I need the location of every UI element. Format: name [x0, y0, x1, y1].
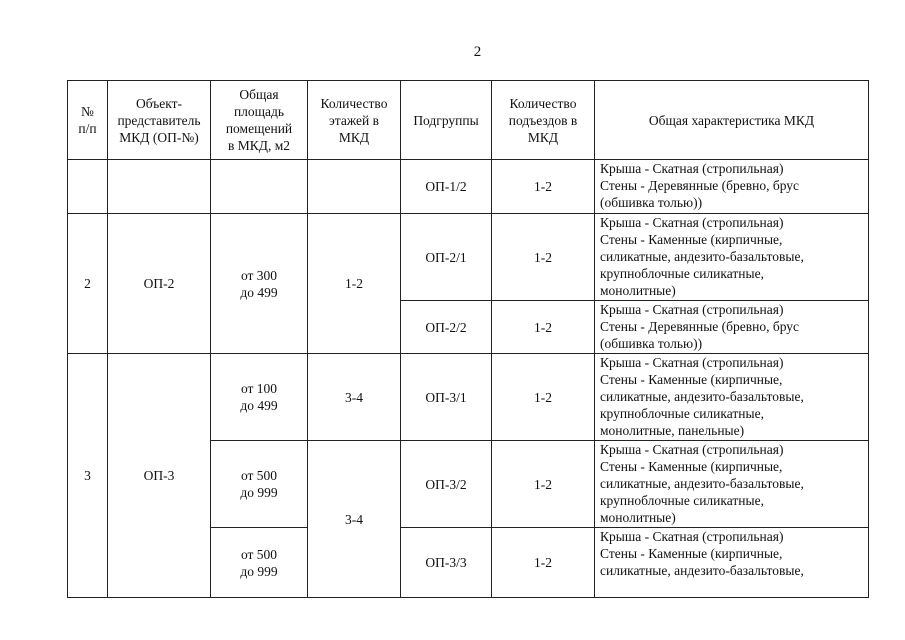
header-object: [108, 81, 211, 160]
row-entrances: 1-2: [492, 160, 595, 214]
text-line: в МКД, м2: [227, 138, 290, 153]
row-subgroup: ОП-3/2: [401, 441, 492, 528]
row-subgroup: ОП-1/2: [401, 160, 492, 214]
text-line: Стены - Каменные (кирпичные,: [600, 546, 783, 561]
table-row: [68, 160, 869, 214]
row-num: [68, 160, 108, 214]
text-line: от 300: [240, 267, 278, 283]
text-line: монолитные, панельные): [600, 423, 745, 438]
row-object: [108, 160, 211, 214]
text-line: Стены - Деревянные (бревно, брус: [600, 319, 800, 334]
text-line: помещений: [225, 121, 293, 136]
header-entrances: [492, 81, 595, 160]
text-line: Стены - Каменные (кирпичные,: [600, 232, 783, 247]
text-line: Подгруппы: [413, 112, 479, 128]
text-line: силикатные, андезито-базальтовые,: [600, 389, 804, 404]
text-line: Общая: [239, 87, 279, 102]
row-area: [211, 441, 308, 528]
row-num: 2: [68, 214, 108, 354]
row-floors: [308, 160, 401, 214]
text-line: МКД (ОП-№): [119, 129, 199, 145]
row-characteristic: [595, 301, 869, 354]
row-object: ОП-3: [108, 354, 211, 598]
text-line: силикатные, андезито-базальтовые,: [600, 563, 804, 578]
row-entrances: 1-2: [492, 441, 595, 528]
text-line: крупноблочные силикатные,: [600, 493, 764, 508]
text-line: Крыша - Скатная (стропильная): [600, 529, 784, 544]
text-line: (обшивка толью)): [600, 336, 703, 351]
text-line: Количество: [320, 95, 388, 111]
text-line: Крыша - Скатная (стропильная): [600, 302, 784, 317]
row-entrances: 1-2: [492, 354, 595, 441]
text-line: до 499: [240, 398, 278, 413]
mkd-table: [67, 80, 869, 598]
text-line: (обшивка толью)): [600, 195, 703, 210]
text-line: Общая характеристика МКД: [648, 112, 815, 128]
text-line: Крыша - Скатная (стропильная): [600, 442, 784, 457]
row-object: ОП-2: [108, 214, 211, 354]
header-num: [68, 81, 108, 160]
row-subgroup: ОП-3/3: [401, 528, 492, 598]
text-line: МКД: [527, 129, 559, 145]
row-floors: 3-4: [308, 441, 401, 598]
header-area: [211, 81, 308, 160]
text-line: Стены - Каменные (кирпичные,: [600, 459, 783, 474]
table-row: [68, 214, 869, 301]
row-floors: 1-2: [308, 214, 401, 354]
text-line: до 999: [240, 485, 278, 500]
text-line: площадь: [233, 104, 285, 119]
text-line: крупноблочные силикатные,: [600, 406, 764, 421]
text-line: Стены - Каменные (кирпичные,: [600, 372, 783, 387]
row-characteristic: [595, 528, 869, 598]
text-line: от 500: [240, 468, 278, 483]
page-number: 2: [473, 44, 482, 60]
row-characteristic: [595, 214, 869, 301]
text-line: подъездов в: [508, 112, 578, 128]
text-line: Крыша - Скатная (стропильная): [600, 355, 784, 370]
text-line: п/п: [78, 121, 97, 136]
row-entrances: 1-2: [492, 528, 595, 598]
text-line: силикатные, андезито-базальтовые,: [600, 249, 804, 264]
row-area: [211, 214, 308, 354]
row-floors: 3-4: [308, 354, 401, 441]
text-line: Крыша - Скатная (стропильная): [600, 161, 784, 176]
table-header-row: [68, 81, 869, 160]
text-line: Количество: [509, 95, 577, 111]
text-line: от 500: [240, 546, 278, 562]
text-line: этажей в: [329, 112, 379, 128]
row-area: [211, 160, 308, 214]
row-area: [211, 354, 308, 441]
row-subgroup: ОП-2/2: [401, 301, 492, 354]
text-line: крупноблочные силикатные,: [600, 266, 764, 281]
row-area: [211, 528, 308, 598]
row-characteristic: [595, 160, 869, 214]
text-line: монолитные): [600, 283, 676, 298]
row-entrances: 1-2: [492, 214, 595, 301]
text-line: от 100: [240, 381, 278, 396]
text-line: №: [81, 104, 94, 119]
header-characteristic: [595, 81, 869, 160]
text-line: монолитные): [600, 510, 676, 525]
header-subgroups: [401, 81, 492, 160]
row-num: 3: [68, 354, 108, 598]
text-line: представитель: [117, 112, 201, 128]
row-subgroup: ОП-3/1: [401, 354, 492, 441]
row-characteristic: [595, 441, 869, 528]
row-entrances: 1-2: [492, 301, 595, 354]
text-line: Стены - Деревянные (бревно, брус: [600, 178, 800, 193]
text-line: до 499: [240, 284, 278, 300]
table-row: [68, 354, 869, 441]
row-characteristic: [595, 354, 869, 441]
row-subgroup: ОП-2/1: [401, 214, 492, 301]
text-line: Крыша - Скатная (стропильная): [600, 215, 784, 230]
text-line: МКД: [338, 129, 370, 145]
text-line: силикатные, андезито-базальтовые,: [600, 476, 804, 491]
header-floors: [308, 81, 401, 160]
text-line: Объект-: [135, 95, 183, 111]
text-line: до 999: [240, 563, 278, 579]
